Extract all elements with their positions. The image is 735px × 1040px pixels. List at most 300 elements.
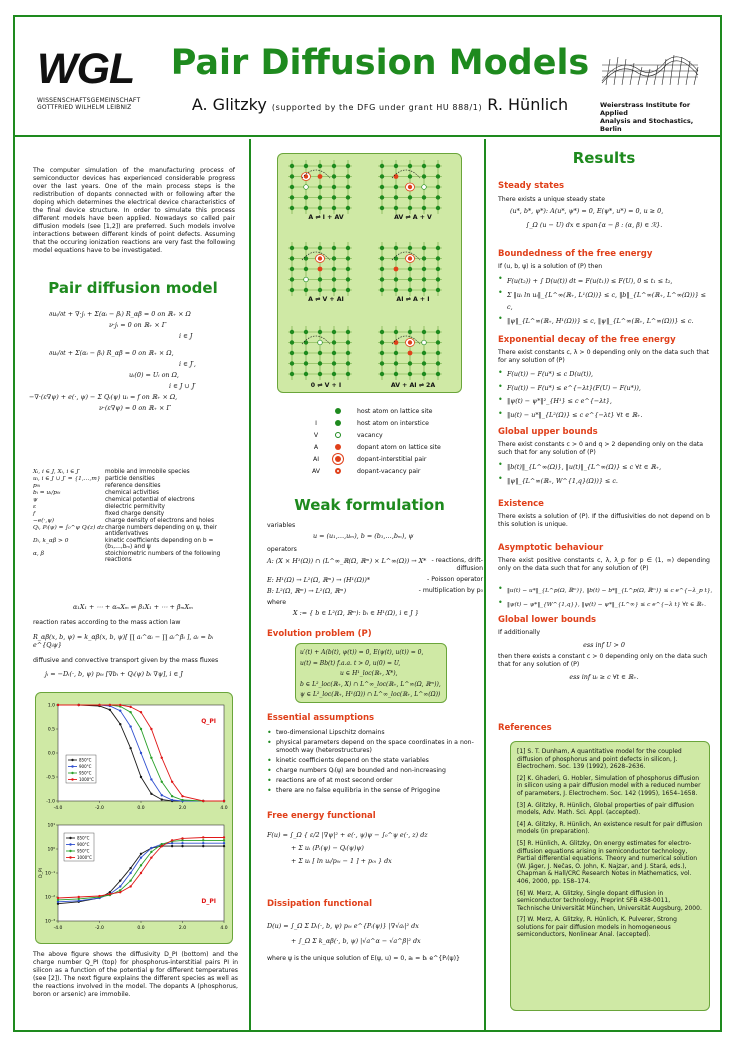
variable-list [33, 469, 238, 564]
authors [165, 95, 595, 114]
host-atom-icon [304, 267, 308, 271]
weak-title: Weak formulation [294, 496, 445, 514]
bound-list [498, 275, 713, 329]
reaction-3: A ⇌ V + AI [308, 296, 344, 303]
chart-title: D_PI [201, 898, 216, 905]
evo-l5: ψ ∈ L²_loc(ℝ₊, H¹(Ω)) ∩ L^∞_loc(ℝ₊, L^∞(Ω)) [300, 691, 441, 698]
legend-row [305, 441, 475, 453]
x-tick-label: 4.0 [220, 926, 228, 931]
host-atom-icon [290, 340, 294, 344]
vacancy-icon [304, 277, 309, 282]
list-item: • kinetic coefficients depend on the state variables [267, 757, 477, 765]
variable-desc: chemical potential of electrons [105, 497, 195, 503]
host-atom-icon [346, 206, 350, 210]
chart-title: Q_PI [201, 718, 216, 725]
fe-eq3: + Σ uᵢ [ ln uᵢ/p₀ᵢ − 1 ] + p₀ᵢ } dx [291, 857, 392, 865]
variables-eq: u = (u₁,…,uₘ), b = (b₁,…,bₘ), ψ [313, 532, 414, 540]
host-atom-icon [422, 267, 426, 271]
host-atom-icon [290, 185, 294, 189]
host-atom-icon [332, 277, 336, 281]
list-item: • ‖b(t)‖_{L^∞(Ω)}, ‖u(t)‖_{L^∞(Ω)} ≤ c ∀t ∈ ℝ₊, [498, 461, 713, 473]
data-point [129, 747, 131, 749]
host-atom-icon [290, 351, 294, 355]
lower-eq2: ess inf uᵢ ≥ c ∀t ∈ ℝ₊. [569, 673, 639, 681]
host-atom-icon [422, 372, 426, 376]
legend-row [305, 429, 475, 441]
list-item: • ‖ψ‖_{L^∞(ℝ₊, H¹(Ω))} ≤ c, ‖ψ‖_{L^∞(ℝ₊, L^∞(Ω))} ≤ c. [498, 315, 713, 327]
op1: A: (X × H¹(Ω)) ∩ (L^∞_ℝ(Ω, ℝᵐ) × L^∞(Ω)) → X* [267, 557, 427, 565]
legend-symbol: V [313, 431, 319, 439]
reaction-eq: α₁X₁ + ⋯ + αₘXₘ ⇌ β₁X₁ + ⋯ + βₘXₘ [72, 603, 193, 611]
wgl-logo [37, 47, 140, 111]
host-atom-icon [318, 246, 322, 250]
host-atom-icon [380, 174, 384, 178]
host-atom-icon [332, 361, 336, 365]
host-atom-icon [346, 246, 350, 250]
host-atom-icon [346, 288, 350, 292]
data-point [161, 757, 163, 759]
legend-row [305, 465, 475, 477]
host-atom-icon [304, 361, 308, 365]
data-point [129, 885, 131, 887]
upper-text: There exist constants c > 0 and q > 2 depending only on the data such that for any solution of (P) [498, 441, 704, 456]
list-item: • there are no false equilibria in the sense of Prigogine [267, 787, 477, 795]
data-point [181, 799, 183, 801]
species-legend [305, 405, 475, 477]
data-point [140, 864, 142, 866]
host-atom-icon [408, 195, 412, 199]
list-item: • ‖u(t) − u*‖_{L²(Ω)} ≤ c e^{−λt} ∀t ∈ ℝ₊. [498, 410, 713, 422]
host-atom-icon [436, 206, 440, 210]
assumptions-title: Essential assumptions [267, 713, 375, 723]
data-point [181, 842, 183, 844]
host-atom-icon [290, 246, 294, 250]
host-atom-icon [346, 256, 350, 260]
host-atom-icon [346, 174, 350, 178]
list-item: • F(u(t)) − F(u*) ≤ e^{−λt}(F(U) − F(u*)), [498, 383, 713, 395]
lower-eq: ess inf U > 0 [583, 641, 625, 649]
host-atom-icon [380, 185, 384, 189]
legend-label: 950°C [77, 848, 90, 854]
variable-symbol: ψ [33, 497, 38, 503]
dopant-icon [318, 174, 323, 179]
data-point [129, 711, 131, 713]
host-atom-icon [304, 288, 308, 292]
host-atom-icon [318, 185, 322, 189]
intro-text: The computer simulation of the manufacturing process of semiconductor devices has experienced considerable progress over the last years. One of the main process steps is the redistribution of dopants connected with or following after the doping which determines the electrical device characteristics of the final device structure. In order to simulate this process different models have been applied. Nowadays so called pair diffusion models (see [1,2]) are preferred. Such models involve interactions between different kinds of point defects. Assuming that the occuring ionization reactions are very fast the following model equations have to be investigated. [33, 167, 235, 254]
host-atom-icon [346, 330, 350, 334]
vacancy-icon [304, 185, 309, 190]
host-atom-icon [422, 361, 426, 365]
data-point [119, 879, 121, 881]
host-atom-icon [332, 195, 336, 199]
legend-dot [69, 843, 71, 845]
data-point [223, 839, 225, 841]
logo-sub1: WISSENSCHAFTSGEMEINSCHAFT [37, 97, 141, 104]
variable-row [33, 476, 238, 482]
legend-desc: dopant-vacancy pair [357, 467, 421, 475]
host-atom-icon [380, 256, 384, 260]
host-atom-icon [290, 372, 294, 376]
reactions-figure [277, 153, 462, 393]
bound-title: Boundedness of the free energy [498, 249, 653, 259]
data-point [181, 845, 183, 847]
op2: E: H¹(Ω) → L²(Ω, ℝᵐ) → (H¹(Ω))* [267, 576, 371, 584]
x-tick-label: 2.0 [178, 926, 187, 931]
data-point [119, 885, 121, 887]
op3-desc: - multiplication by p₀ [418, 587, 483, 594]
dissipation-where: where ψ is the unique solution of E(ψ, u) = 0, aᵢ = bᵢ e^{Pᵢ(ψ)} [267, 955, 460, 962]
variable-symbol: uᵢ, i ∈ J ∪ J′ = {1,…,m} [33, 476, 101, 482]
data-point [129, 706, 131, 708]
data-point [161, 798, 163, 800]
variable-desc: reference densities [105, 483, 161, 489]
where-eq: X := { b ∈ L²(Ω, ℝᵐ): bᵢ ∈ H¹(Ω), i ∈ J } [293, 609, 419, 617]
vacancy-icon [422, 185, 427, 190]
host-atom-icon [394, 330, 398, 334]
author-1: A. Glitzky [191, 95, 267, 114]
host-atom-icon [318, 330, 322, 334]
reaction-4: AI ⇌ A + I [396, 296, 430, 303]
host-atom-icon [436, 351, 440, 355]
data-point [109, 704, 111, 706]
list-item: • F(u(t)) − F(u*) ≤ c D(u(t)), [498, 369, 713, 381]
y-tick-label: -1.0 [46, 799, 55, 805]
references-title: References [498, 723, 552, 733]
data-point [181, 837, 183, 839]
x-tick-label: 2.0 [178, 806, 187, 811]
poster [13, 15, 722, 1032]
data-point [202, 845, 204, 847]
host-atom-icon [436, 340, 440, 344]
data-point [57, 897, 59, 899]
x-tick-label: -2.0 [95, 806, 104, 811]
host-atom-icon [304, 351, 308, 355]
eq-1b: ν·jᵢ = 0 on ℝ₊ × Γ [109, 321, 167, 329]
dopant-icon [318, 256, 322, 260]
host-atom-icon [436, 372, 440, 376]
legend-desc: vacancy [357, 431, 383, 439]
dopant-icon [408, 185, 412, 189]
variable-desc: fixed charge density [105, 511, 165, 517]
x-tick-label: 0.0 [137, 926, 145, 931]
x-tick-label: -2.0 [95, 926, 104, 931]
data-point [161, 845, 163, 847]
data-point [98, 895, 100, 897]
data-point [129, 867, 131, 869]
host-atom-icon [436, 246, 440, 250]
host-atom-icon [318, 288, 322, 292]
host-atom-icon [380, 330, 384, 334]
host-atom-icon [436, 330, 440, 334]
logo-word: WGL [37, 45, 135, 93]
steady-text: There exists a unique steady state [498, 196, 606, 203]
reference-item: [1] S. T. Dunham, A quantitative model for the coupled diffusion of phosphorus and point defects in silicon, J. Electrochem. Soc. 139 (1992), 2628–2636. [517, 748, 682, 771]
flux-label: diffusive and convective transport given by the mass fluxes [33, 657, 219, 664]
host-atom-icon [318, 361, 322, 365]
host-atom-icon [332, 351, 336, 355]
variable-symbol: Xᵢ, i ∈ J, Xᵢ, i ∈ J′ [33, 469, 80, 475]
data-point [223, 800, 225, 802]
op1-desc: - reactions, drift-diffusion [431, 557, 483, 572]
host-atom-icon [346, 185, 350, 189]
eq-2: ∂uᵢ/∂t + Σ(αᵢ − βᵢ) R_αβ = 0 on ℝ₊ × Ω, [49, 349, 174, 357]
y-tick-label: 0.0 [47, 751, 55, 757]
data-point [171, 839, 173, 841]
host-atom-icon [346, 351, 350, 355]
legend-marker-icon [327, 444, 349, 450]
host-atom-icon [346, 164, 350, 168]
host-atom-icon [422, 256, 426, 260]
rates-eq: R_αβ(x, b, ψ) = k_αβ(x, b, ψ)[ ∏ aᵢ^αᵢ − ∏ aᵢ^βᵢ ], aᵢ = bᵢ e^{Qᵢψ} [33, 633, 214, 649]
figure-caption: The above figure shows the diffusivity D_PI (bottom) and the charge number Q_PI (top) for phosphorus-interstitial pairs PI in silicon as a function of the potential ψ for different temperatures (see [2]). The next figure explains the different species as well as the reactions involved in the model. The dopants A (phosphorus, boron or arsenic) are immobile. [33, 951, 238, 998]
free-energy-title: Free energy functional [267, 811, 376, 821]
legend-label: 850°C [79, 757, 92, 763]
host-atom-icon [332, 164, 336, 168]
host-atom-icon [422, 174, 426, 178]
host-atom-icon [290, 195, 294, 199]
legend-label: 1000°C [79, 777, 94, 782]
host-atom-icon [408, 361, 412, 365]
evolution-box [295, 643, 447, 703]
list-item: • ‖u(t) − u*‖_{L^p(Ω, ℝᵐ)}, ‖b(t) − b*‖_{L^p(Ω, ℝᵐ)} ≤ c e^{−λ_p t}, [498, 585, 716, 597]
variable-desc: chemical activities [105, 490, 160, 496]
data-point [161, 794, 163, 796]
variable-symbol: α, β [33, 551, 44, 557]
eq-3b: i ∈ J ∪ J′ [169, 382, 196, 390]
legend-row [305, 453, 475, 465]
legend-desc: dopant-interstitial pair [357, 455, 427, 463]
host-atom-icon [380, 267, 384, 271]
host-atom-icon [318, 372, 322, 376]
reference-item: [5] R. Hünlich, A. Glitzky, On energy estimates for electro-diffusion equations arising in semiconductor technology, Partial differential equations. Theory and numerical solution (W. Jäger, J. Nečas, O. John, K. Najzar, and J. Stará, eds.), Chapman & Hall/CRC Research Notes in Mathematics, vol. 406, 2000, pp. 158–174. [517, 839, 698, 885]
legend-marker-icon [327, 432, 349, 438]
data-point [171, 799, 173, 801]
data-point [171, 781, 173, 783]
host-atom-icon [332, 174, 336, 178]
dopant-icon [304, 174, 308, 178]
y-tick-label: 1.0 [47, 703, 55, 709]
host-atom-icon [304, 164, 308, 168]
host-atom-icon [304, 195, 308, 199]
legend-label: 1000°C [77, 855, 92, 860]
model-equations [29, 309, 239, 414]
data-point [140, 872, 142, 874]
author-2: R. Hünlich [487, 95, 569, 114]
host-atom-icon [332, 206, 336, 210]
x-tick-label: -4.0 [53, 926, 63, 931]
host-atom-icon [332, 372, 336, 376]
data-point [140, 728, 142, 730]
host-atom-icon [408, 330, 412, 334]
host-atom-icon [304, 330, 308, 334]
fe-eq2: + Σ uᵢ (Pᵢ(ψ) − Qᵢ(ψ)ψ) [291, 844, 364, 852]
data-point [109, 709, 111, 711]
legend-marker-icon [327, 468, 349, 474]
variable-desc: kinetic coefficients depending on b = (b₁,…,bₘ) and ψ [105, 538, 214, 550]
host-atom-icon [290, 288, 294, 292]
host-atom-icon [290, 330, 294, 334]
y-axis-label: D_PI [39, 868, 44, 878]
host-atom-icon [436, 185, 440, 189]
wias-line2: Analysis and Stochastics, Berlin [600, 117, 694, 133]
data-point [150, 778, 152, 780]
host-atom-icon [422, 246, 426, 250]
legend-dot [71, 772, 73, 774]
variable-row [33, 551, 238, 563]
data-point [202, 836, 204, 838]
evo-l4: b ∈ L²_loc(ℝ₊, X) ∩ L^∞_loc(ℝ₊, L^∞(Ω, ℝᵐ)), [300, 680, 441, 688]
variable-row [33, 504, 238, 510]
host-atom-icon [436, 288, 440, 292]
variable-row [33, 497, 238, 503]
host-atom-icon [380, 246, 384, 250]
host-atom-icon [290, 277, 294, 281]
host-atom-icon [380, 206, 384, 210]
host-atom-icon [436, 256, 440, 260]
host-atom-icon [290, 256, 294, 260]
lattice-diagrams [278, 154, 463, 394]
host-atom-icon [318, 164, 322, 168]
lower-text2: then there exists a constant c > 0 depending only on the data such that for any solution of (P) [498, 653, 708, 668]
pair-model-title: Pair diffusion model [48, 279, 218, 297]
legend-symbol: I [315, 419, 317, 427]
data-point [161, 781, 163, 783]
data-point [181, 795, 183, 797]
host-atom-icon [380, 361, 384, 365]
y-tick-label: 10⁻¹ [45, 871, 55, 877]
diss-eq1: D(u) = ∫_Ω Σ Dᵢ(·, b, ψ) p₀ᵢ e^{Pᵢ(ψ)} |∇√aᵢ|² dx [267, 922, 419, 930]
where-label: where [267, 599, 287, 606]
variable-row [33, 525, 238, 537]
legend-dot [69, 856, 71, 858]
list-item: • Σ ‖uᵢ ln uᵢ‖_{L^∞(ℝ₊, L¹(Ω))} ≤ c, ‖b‖_{L^∞(ℝ₊, L^∞(Ω))} ≤ c, [498, 289, 713, 313]
legend-symbol: A [313, 443, 319, 451]
asymptotic-text: There exist positive constants c, λ, λ_p for p ∈ (1, ∞) depending only on the data such that for any solution of (P) [498, 557, 710, 572]
data-point [98, 704, 100, 706]
legend-marker-icon [327, 408, 349, 414]
diss-eq2: + ∫_Ω Σ k_αβ(·, b, ψ) |√a^α − √a^β|² dx [291, 937, 421, 945]
wias-logo-block [600, 51, 710, 133]
legend-marker-icon [327, 420, 349, 426]
flux-eq: jᵢ = −Dᵢ(·, b, ψ) p₀ᵢ [∇bᵢ + Qᵢ(ψ) bᵢ ∇ψ], i ∈ J [45, 670, 183, 678]
reaction-6: AV + AI ⇌ 2A [390, 382, 436, 389]
x-tick-label: 0.0 [137, 806, 145, 811]
host-atom-icon [290, 206, 294, 210]
variable-symbol: −e(·,ψ) [33, 518, 55, 524]
host-atom-icon [408, 246, 412, 250]
data-point [223, 845, 225, 847]
y-tick-label: 10⁻² [45, 895, 55, 901]
steady-eq1: (u*, b*, ψ*): A(u*, ψ*) = 0, E(ψ*, u*) = 0, u ≥ 0, [510, 207, 664, 215]
variable-symbol: p₀ᵢ [33, 483, 41, 489]
variable-desc: mobile and immobile species [105, 469, 190, 475]
list-item: • ‖ψ‖_{L^∞(ℝ₊, W^{1,q}(Ω))} ≤ c. [498, 475, 713, 487]
data-point [78, 704, 80, 706]
decay-text: There exist constants c, λ > 0 depending only on the data such that for any solution of (P) [498, 349, 710, 364]
decay-list [498, 369, 713, 423]
header [15, 17, 720, 137]
support-note: (supported by the DFG under grant HU 888/1) [271, 103, 483, 112]
reference-item: [3] A. Glitzky, R. Hünlich, Global properties of pair diffusion models, Adv. Math. Sci. Appl. (accepted). [517, 801, 694, 817]
host-atom-icon [394, 206, 398, 210]
host-atom-icon [346, 195, 350, 199]
host-atom-icon [290, 164, 294, 168]
data-point [202, 842, 204, 844]
host-atom-icon [394, 164, 398, 168]
list-item: • ‖ψ(t) − ψ*‖_{W^{1,q}}, ‖ψ(t) − ψ*‖_{L^∞} ≤ c e^{−λ t} ∀t ∈ ℝ₊. [498, 599, 716, 611]
host-atom-icon [380, 351, 384, 355]
diffusivity-charts [36, 693, 234, 945]
eq-4b: ν·(ε∇ψ) = 0 on ℝ₊ × Γ [99, 404, 171, 412]
host-atom-icon [304, 372, 308, 376]
legend-desc: host atom on interstice [357, 419, 429, 427]
variable-row [33, 518, 238, 524]
host-atom-icon [436, 195, 440, 199]
host-atom-icon [436, 174, 440, 178]
results-title: Results [572, 149, 636, 167]
host-atom-icon [346, 361, 350, 365]
legend-desc: dopant atom on lattice site [357, 443, 441, 451]
host-atom-icon [422, 277, 426, 281]
host-atom-icon [408, 288, 412, 292]
host-atom-icon [394, 195, 398, 199]
host-atom-icon [332, 256, 336, 260]
list-item: • reactions are of at most second order [267, 777, 477, 785]
data-point [150, 728, 152, 730]
legend-dot [69, 850, 71, 852]
asymptotic-list [498, 585, 716, 613]
dopant-icon [408, 340, 412, 344]
reaction-1: A ⇌ I + AV [308, 214, 344, 221]
variable-desc: charge density of electrons and holes [105, 518, 215, 524]
eq-4: −∇·(ε∇ψ) + e(·, ψ) − Σ Qᵢ(ψ) uᵢ = f on ℝ₊ × Ω, [29, 393, 178, 401]
host-atom-icon [332, 340, 336, 344]
y-tick-label: 0.5 [47, 727, 55, 733]
host-atom-icon [394, 256, 398, 260]
legend-dot [71, 765, 73, 767]
host-atom-icon [422, 164, 426, 168]
variable-symbol: bᵢ = uᵢ/p₀ᵢ [33, 490, 61, 496]
data-point [202, 800, 204, 802]
data-point [129, 872, 131, 874]
legend-row [305, 405, 475, 417]
dissipation-eq [267, 919, 482, 949]
host-atom-icon [394, 185, 398, 189]
dopant-icon [394, 267, 399, 272]
data-point [223, 836, 225, 838]
bound-text: If (u, b, ψ) is a solution of (P) then [498, 263, 603, 270]
legend-symbol: AI [312, 455, 320, 463]
data-point [171, 795, 173, 797]
operators-label: operators [267, 546, 297, 553]
host-atom-icon [422, 206, 426, 210]
host-atom-icon [408, 174, 412, 178]
reference-item: [7] W. Merz, A. Glitzky, R. Hünlich, K. Pulverer, Strong solutions for pair diffusion models in homogeneous semiconductors, Nonlinear Anal. (accepted). [517, 916, 677, 939]
column-right [488, 139, 720, 1030]
eq-1: ∂uᵢ/∂t + ∇·jᵢ + Σ(αᵢ − βᵢ) R_αβ = 0 on ℝ₊ × Ω [49, 310, 191, 318]
host-atom-icon [318, 277, 322, 281]
host-atom-icon [408, 206, 412, 210]
legend-label: 900°C [79, 764, 92, 769]
data-point [140, 856, 142, 858]
assumptions-list [267, 729, 477, 797]
x-tick-label: 4.0 [220, 806, 228, 811]
dopant-icon [318, 267, 323, 272]
reference-item: [2] K. Ghaderi, G. Hobler, Simulation of phosphorus diffusion in silicon using a pair diffusion model with a reduced number of parameters, J. Electrochem. Soc. 142 (1995), 1654–1658. [517, 774, 701, 797]
host-atom-icon [394, 351, 398, 355]
host-atom-icon [346, 372, 350, 376]
